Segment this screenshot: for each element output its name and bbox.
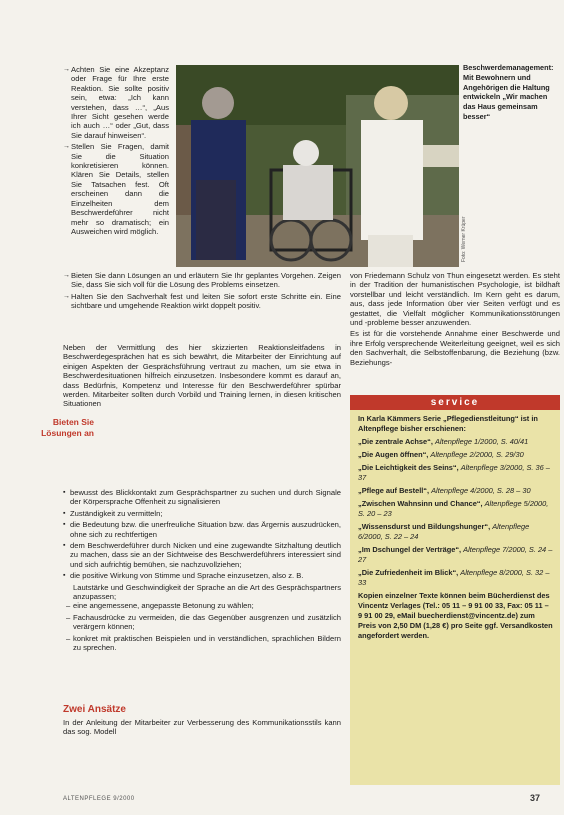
service-item: „Im Dschungel der Verträge“, Altenpflege 7/2000, S. 24 – 27 bbox=[358, 545, 553, 564]
body-paragraph: Neben der Vermittlung des hier skizzierten Reaktionsleitfadens in Beschwerdegesprächen hat es sich bewährt, die Mitarbeiter der Einrichtung auf einigen Aspekten der Gesprächsführung vertraut zu machen, um sie etwa in Beschwerdesituationen hilfreich einzusetzen. Insbesondere kommt es darauf an, dass Bedürfnis, Kompetenz und Interesse für den Beschwerdeführer spürbar werden. Mitarbeiter sollten durch Vorbild und Training lernen, in diesen kritischen Situationen bbox=[63, 343, 341, 409]
sub-list-item: – eine angemessene, angepasste Betonung zu wählen; bbox=[63, 601, 341, 610]
service-box bbox=[350, 395, 560, 785]
service-item: „Wissensdurst und Bildungshunger“, Altenpflege 6/2000, S. 22 – 24 bbox=[358, 522, 530, 541]
service-outro: Kopien einzelner Texte können beim Bücherdienst des Vincentz Verlages (Tel.: 05 11 – 9 91 00 33, Fax: 05 11 – 9 91 00 29, eMail buecherdienst@vincentz.de) zum Preis von 2,50 DM (1,28 €) pro Seite ggf. Versandkosten angefordert werden. bbox=[358, 591, 553, 640]
footer-magazine: ALTENPFLEGE 9/2000 bbox=[63, 796, 135, 802]
service-intro: In Karla Kämmers Serie „Pflegedienstleitung“ ist in Altenpflege bisher erschienen: bbox=[358, 414, 538, 433]
bullet-paragraph: → Achten Sie eine Akzeptanz oder Frage für Ihre erste Reaktion. Sie sollte positiv sein, etwa: „Ich kann verstehen, dass …“, „Aus Ihrer Sicht gesehen werde ich auch …“ oder „Gut, dass Sie darauf hinweisen“. bbox=[63, 65, 169, 140]
list-item: ▪ Zuständigkeit zu vermitteln; bbox=[63, 509, 341, 518]
bullet-paragraph: → Bieten Sie dann Lösungen an und erläutern Sie Ihr geplantes Vorgehen. Zeigen Sie, dass Sie sich voll für die Lösung des Problems einsetzen. bbox=[63, 271, 341, 290]
service-item: „Die Zufriedenheit im Blick“, Altenpflege 8/2000, S. 32 – 33 bbox=[358, 568, 550, 587]
photo-credit: Foto: Werner Krüper bbox=[461, 216, 467, 262]
col1-para-top bbox=[63, 343, 341, 413]
sub-list-item: – Fachausdrücke zu vermeiden, die das Gegenüber ausgrenzen und zusätzlich verärgern können; bbox=[63, 613, 341, 632]
section-heading-zwei-ansaetze: Zwei Ansätze bbox=[63, 704, 126, 715]
list-item: ▪ die positive Wirkung von Stimme und Sprache einzusetzen, also z. B. bbox=[63, 571, 341, 580]
page-number: 37 bbox=[530, 793, 541, 803]
photo-caption: Beschwerdemanagement: Mit Bewohnern und Angehörigen die Haltung entwickeln „Wir machen das Haus gemeinsam besser“ bbox=[463, 63, 554, 121]
sub-list-item: – konkret mit praktischen Beispielen und in verständlichen, sprachlichen Bildern zu sprechen. bbox=[63, 634, 341, 653]
col1-list bbox=[63, 488, 341, 655]
col1-middle-text bbox=[63, 271, 341, 313]
side-heading: Bieten Sie Lösungen an bbox=[41, 417, 94, 438]
service-item: „Die Leichtigkeit des Seins“, Altenpflege 3/2000, S. 36 – 37 bbox=[358, 463, 550, 482]
service-item: „Die Augen öffnen“, Altenpflege 2/2000, S. 29/30 bbox=[358, 450, 524, 459]
photo-nursing-home-conversation bbox=[176, 65, 459, 267]
service-item: „Pflege auf Bestell“, Altenpflege 4/2000, S. 28 – 30 bbox=[358, 486, 531, 495]
list-item: ▪ die Bedeutung bzw. die unerfreuliche Situation bzw. das Ärgernis auszudrücken, ohne sich zu rechtfertigen bbox=[63, 520, 341, 539]
service-body bbox=[358, 414, 554, 644]
col2-text bbox=[350, 271, 560, 391]
bullet-paragraph: → Halten Sie den Sachverhalt fest und leiten Sie sofort erste Schritte ein. Eine sichtbare und umgehende Reaktion wirkt doppelt positiv. bbox=[63, 292, 341, 311]
service-item: „Zwischen Wahnsinn und Chance“, Altenpflege 5/2000, S. 20 – 23 bbox=[358, 499, 549, 518]
bullet-paragraph: → Stellen Sie Fragen, damit Sie die Situation konkretisieren können. Klären Sie Details, stellen Sie Tatsachen fest. Oft erscheinen dann die Einzelheiten dem Beschwerdeführer nicht mehr so dramatisch; ein Ausweichen wird möglich. bbox=[63, 142, 169, 236]
list-item: ▪ bewusst des Blickkontakt zum Gesprächspartner zu suchen und durch Signale der Körpersprache Offenheit zu signalisieren bbox=[63, 488, 341, 507]
col1-upper-text bbox=[63, 65, 169, 238]
body-paragraph: von Friedemann Schulz von Thun eingesetzt werden. Es steht in der Tradition der humanistischen Psychologie, ist bildhaft vorstellbar und leicht verständlich. Im Kern geht es darum, aus, dass jede Information über vier Seiten verfügt und es gestattet, die Vielfalt möglicher Kommunikationsstörungen und -probleme besser anzuwenden. bbox=[350, 271, 560, 328]
body-paragraph: Es ist für die vorstehende Annahme einer Beschwerde und ihre Erfolg versprechende Weiterleitung geeignet, weil es sich den Sachverhalt, die Selbstoffenbarung, die Beziehung (bzw. Beziehungs- bbox=[350, 329, 560, 367]
list-item: ▪ dem Beschwerdeführer durch Nicken und eine zugewandte Sitzhaltung deutlich zu machen, dass sie an der Sichtweise des Beschwerdeführers interessiert sind und sich aufrichtig bemühen, sie nachzuvollziehen; bbox=[63, 541, 341, 569]
service-item: „Die zentrale Achse“, Altenpflege 1/2000, S. 40/41 bbox=[358, 437, 529, 446]
sub-intro: Lautstärke und Geschwindigkeit der Sprache an die Art des Gesprächspartners anzupassen; bbox=[73, 582, 341, 602]
service-title: service bbox=[350, 395, 560, 410]
col1-bottom-text bbox=[63, 718, 341, 739]
body-paragraph: In der Anleitung der Mitarbeiter zur Verbesserung des Kommunikationsstils kann das sog. Modell bbox=[63, 718, 341, 737]
